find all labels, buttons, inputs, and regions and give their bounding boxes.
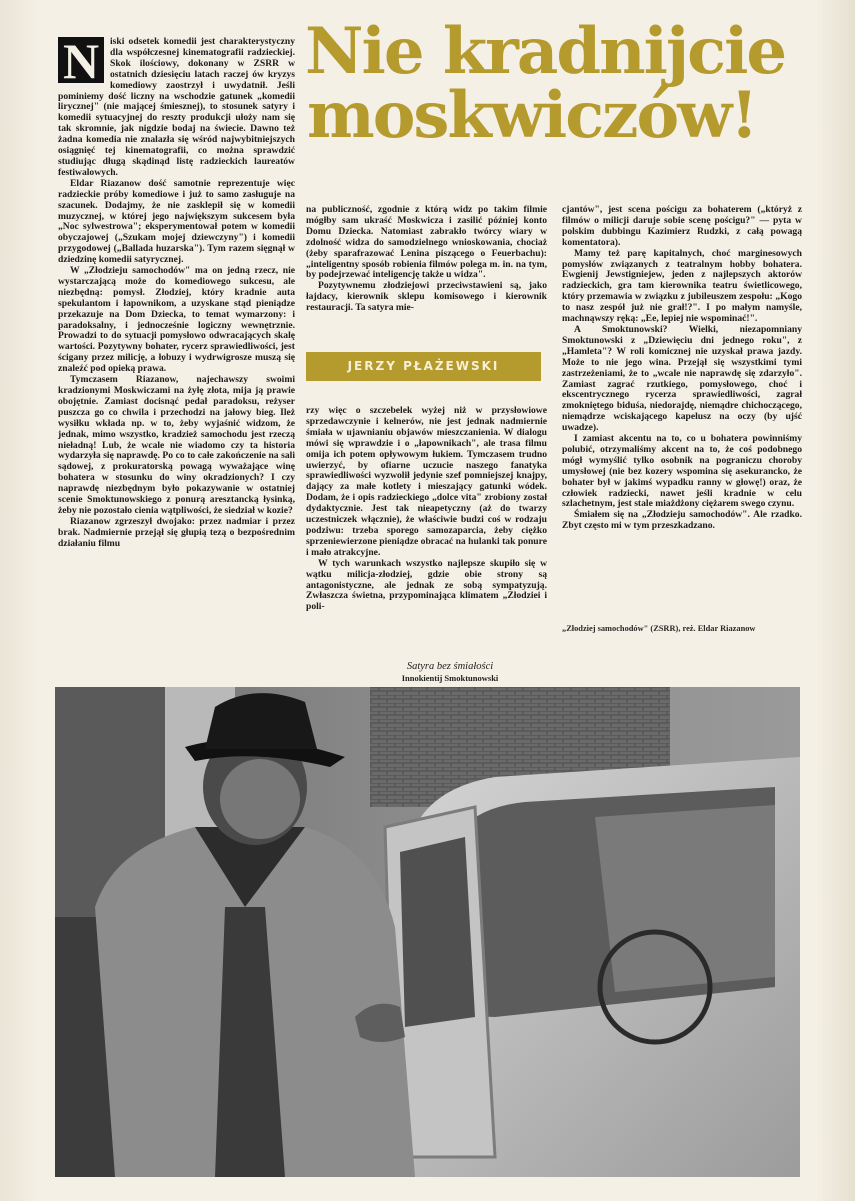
drop-cap: N	[58, 37, 104, 83]
paragraph: na publiczność, zgodnie z którą widz po takim filmie mógłby sam ukraść Moskwicza i zasilić później konto Domu Dziecka. Natomiast zabrakło twórcy wiary w zdolność widza do samodzielnego wnioskowania, chociaż (żeby sparafrazować Lenina piszącego o Feuerbachu): „inteligentny sposób robienia filmów polega m. in. na tym, by podejrzewać inteligencję także u widza".	[306, 204, 547, 281]
article-column-1	[58, 33, 295, 550]
photo-illustration	[55, 687, 800, 1177]
paragraph: Tymczasem Riazanow, najechawszy swoimi kradzionymi Moskwiczami na żyłę złota, mija ją prawie obojętnie. Zamiast docisnąć pedał paradoksu, reżyser puszcza go co chwila i przechodzi na jałowy bieg. Ileż wysiłku wkłada np. w to, żeby wyjaśnić widzom, że jednak, mimo wszystko, kradzież samochodu jest rzeczą nieładną! Lub, że wcale nie wiadomo czy ta historia wydarzyła się naprawdę. Po co to całe zakończenie na sali sądowej, z prokuratorską powagą wyważające winę bohatera w stosunku do winy okradzionych? I czy naprawdę niezbędnym było pokazywanie w ostatniej scenie Smoktunowskiego z ponurą aresztancką łysinką, żeby nie pozostało cienia wątpliwości, że siedział w kozie?	[58, 374, 295, 516]
article-column-2-bottom	[306, 406, 547, 613]
article-title	[305, 14, 810, 153]
article-column-3	[562, 205, 802, 532]
paragraph: W „Złodzieju samochodów" ma on jedną rzecz, nie wystarczającą może do komediowego sukcesu, ale niezbędną: pomysł. Złodziej, który kradnie auta spekulantom i łapownikom, a uzyskane stąd pieniądze przekazuje na Dom Dziecka, to temat wymarzony: i paradoksalny, i jednocześnie logiczny wewnętrznie. Prowadzi to do sytuacji pomysłowo odwracających skalę wartości. Pozytywny bohater, rycerz sprawiedliwości, jest ścigany przez milicję, a łobuzy i wydrwigrosze muszą się znaleźć pod opieką prawa.	[58, 265, 295, 375]
photo-caption	[300, 661, 600, 684]
paragraph: Mamy też parę kapitalnych, choć marginesowych pomysłów związanych z teatralnym hobby bohatera. Ewgienij Jewstigniejew, jeden z najlepszych aktorów radzieckich, gra tam kierownika teatru świetlicowego, który przemawia w związku z jubileuszem zespołu: „Kogo to nasz zespół już nie grał!?". I po małym namyśle, machnąwszy ręką: „Ee, lepiej nie wspominać!".	[562, 247, 802, 325]
title-line-2: moskwiczów!	[307, 78, 757, 153]
author-byline: JERZY PŁAŻEWSKI	[306, 352, 541, 381]
title-line-1: Nie kradnijcie	[305, 14, 786, 89]
paragraph: W tych warunkach wszystko najlepsze skupiło się w wątku milicja-złodziej, gdzie obie strony są antagonistyczne, ale jednak ze sobą sympatyzują. Zwłaszcza świetna, przypominająca klimatem „Złodziei i poli-	[306, 557, 547, 613]
paragraph: A Smoktunowski? Wielki, niezapomniany Smoktunowski z „Dziewięciu dni jednego roku", z „Hamleta"? W roli komicznej nie uzyskał prawa jazdy. Może to nie jego wina. Przejął się wszystkimi tymi zastrzeżeniami, że to „wcale nie naprawdę się zdarzyło". Zamiast zagrać rzutkiego, pomysłowego, choć i ekscentrycznego rycerza sprawiedliwości, zagrał zmokniętego biduśa, niedorajdę, niemądre chichoczącego, niemądrze wciskającego kapelusz na oczy (by ujść uwadze).	[562, 323, 802, 434]
paragraph: I zamiast akcentu na to, co u bohatera powinniśmy polubić, otrzymaliśmy akcent na to, że coś podobnego mógł wymyślić tylko osobnik na pograniczu choroby umysłowej (nie bez kozery wspomina się asekurancko, że bohater był w jakimś wypadku ranny w głowę!) oraz, że człowiek radziecki, nawet jeśli kradnie w celu szlachetnym, jest stale miażdżony ciężarem swego czynu.	[562, 433, 802, 510]
article-column-2-top	[306, 205, 547, 314]
film-credit: „Złodziej samochodów" (ZSRR), reż. Eldar Riazanow	[562, 624, 756, 633]
paragraph: Riazanow zgrzeszył dwojako: przez nadmiar i przez brak. Nadmiernie przejął się głupią tezą o bezpośrednim działaniu filmu	[58, 515, 295, 549]
paragraph: Pozytywnemu złodziejowi przeciwstawieni są, jako łajdacy, kierownik sklepu komisowego i kierownik restauracji. Ta satyra mie-	[306, 280, 547, 314]
paragraph: rzy więc o szczebelek wyżej niż w przysłowiowe sprzedawczynie i kelnerów, nie jest jednak nadmiernie śmiała w ujawnianiu objawów mieszczanienia. W dialogu mówi się wprawdzie i o „łapownikach", ale trasa filmu omija ich potem opływowym łukiem. Tymczasem trudno uwierzyć, by ofiarne uczucie naszego fanatyka sprawiedliwości wyzwolił jedynie szef pomniejszej knajpy, dający za małe kotlety i mieszający gatunki wódek. Dodam, że i opis radzieckiego „dolce vita" zrobiony został dydaktycznie. Jest tak nieapetyczny (aż do twarzy uczestniczek włącznie), że właściwie budzi coś w rodzaju podziwu: trzeba sporego samozaparcia, żeby ciężko sprzeniewierzone pieniądze obracać na hulanki tak ponure i mało atrakcyjne.	[306, 405, 547, 558]
paragraph: Eldar Riazanow dość samotnie reprezentuje więc radzieckie próby komediowe i już to samo zasługuje na szacunek. Dodajmy, że nie zasklepił się w komedii muzycznej, w której jego największym sukcesem była „Noc sylwestrowa"; eksperymentował potem w komedii obyczajowej („Szukam mojej dziewczyny") i komedii przygodowej („Ballada huzarska"). Tym razem sięgnął w dziedzinę komedii satyrycznej.	[58, 177, 295, 266]
caption-title: Satyra bez śmiałości	[406, 661, 494, 672]
paragraph: Śmiałem się na „Złodzieju samochodów". Ale rzadko. Zbyt często mi w tym przeszkadzano.	[562, 509, 802, 532]
paragraph: cjantów", jest scena pościgu za bohaterem („któryż z filmów o milicji daruje sobie scenę pościgu?" — pyta w polskim dubbingu Kazimierz Rudzki, z całą powagą komentatora).	[562, 204, 802, 248]
caption-actor: Innokientij Smoktunowski	[401, 673, 499, 683]
paragraph: iski odsetek komedii jest charakterystyczny dla współczesnej kinematografii radzieckiej. Skok ilościowy, dokonany w ZSRR w ostatnich dziesięciu latach raczej ów kryzys komediowy zaostrzył i uwydatnił. Jeśli pominiemy dość liczny na wschodzie gatunek „komedii lirycznej" (nie mającej śmiesznej), to stosunek satyry i komedii sytuacyjnej do reszty produkcji ułoży nam się tak skromnie, jak nigdzie bodaj na świecie. Dawno też żadna komedia nie znalazła się wśród najwybitniejszych osiągnięć tej kinematografii, co można sprawdzić studiując długą skądinąd listę radzieckich laureatów festiwalowych.	[58, 36, 295, 178]
film-still-photo	[55, 687, 800, 1177]
